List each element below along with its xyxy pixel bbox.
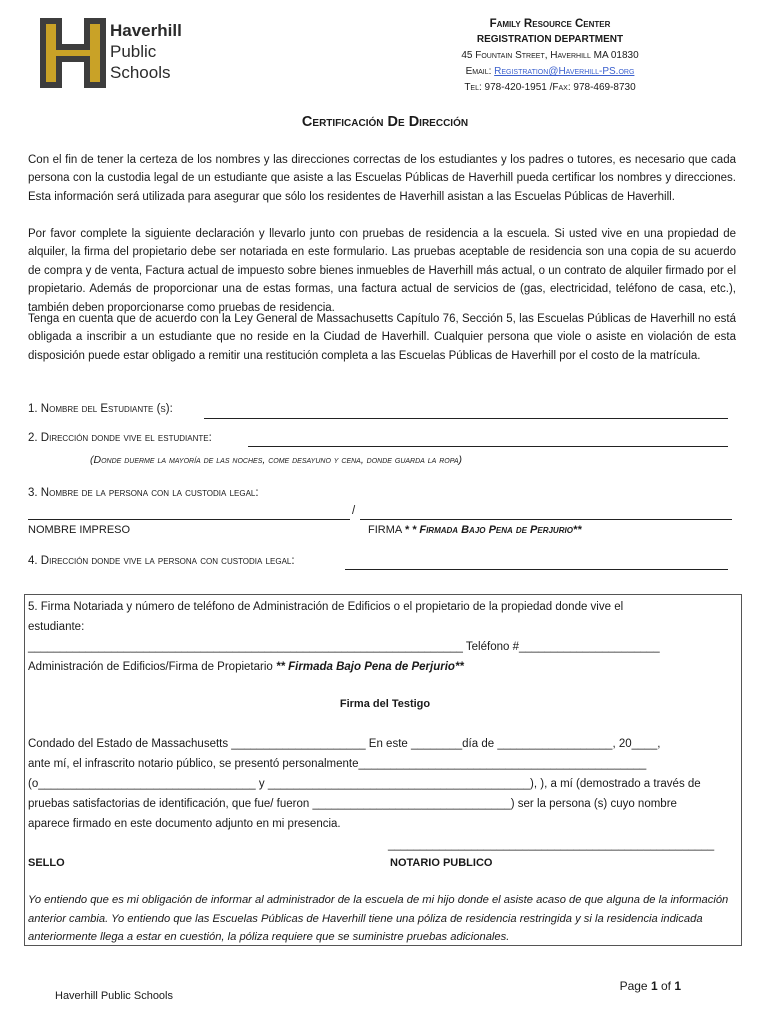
logo-line-3: Schools <box>110 63 171 82</box>
letterhead <box>420 16 680 96</box>
printed-name-caption: NOMBRE IMPRESO <box>28 524 131 536</box>
logo-line-2: Public <box>110 42 157 61</box>
student-address-field[interactable] <box>248 446 728 447</box>
field-2-label: 2. Dirección donde vive el estudiante: <box>28 432 212 444</box>
landlord-signature-caption <box>28 657 464 677</box>
email-label: Email: <box>465 66 495 77</box>
names-line[interactable]: (o__________________________________ y _________________________________________), ), a mí (demostrado a través de <box>28 778 701 790</box>
dept-name: REGISTRATION DEPARTMENT <box>476 34 624 45</box>
guardian-address-field[interactable] <box>345 569 728 570</box>
landlord-phone-field[interactable]: ____________________________________________________________________ Teléfono #______________________ <box>28 641 660 653</box>
before-me-line[interactable]: ante mí, el infrascrito notario público, se presentó personalmente_____________________________________________ <box>28 758 647 770</box>
landlord-caption-prefix: Administración de Edificios/Firma de Propietario <box>28 661 276 673</box>
signature-caption <box>368 524 581 536</box>
field-5-line-a: 5. Firma Notariada y número de teléfono de Administración de Edificios o el propietario de la propiedad donde vive el <box>28 601 624 613</box>
notary-signature-field[interactable]: ___________________________________________________ <box>388 839 715 851</box>
phone-fax: Tel: 978-420-1951 /Fax: 978-469-8730 <box>464 82 636 93</box>
signature-caption-prefix: FIRMA <box>368 524 405 536</box>
appears-line: aparece firmado en este documento adjunto en mi presencia. <box>28 818 341 830</box>
student-name-field[interactable] <box>204 418 728 419</box>
document-title: Certificación De Dirección <box>301 114 469 130</box>
field-4-label: 4. Dirección donde vive la persona con custodia legal: <box>28 555 295 567</box>
paragraph-intro: Con el fin de tener la certeza de los nombres y las direcciones correctas de los estudiantes y los padres o tutores, es necesario que cada persona con la custodia legal de un estudiante que asiste a las Escuelas Públicas de Haverhill pueda certificar los nombres y direcciones. Esta información será utilizada para asegurar que sólo los residentes de Haverhill asistan a las Escuelas Públicas de Haverhill. <box>28 154 736 203</box>
acknowledgement-statement: Yo entiendo que es mi obligación de informar al administrador de la escuela de mi hijo donde el asiste acaso de que alguna de la información anterior cambia. Yo entiendo que las Escuelas Públicas de Haverhill tiene una póliza de residencia restringida y si la residencia indicada anteriormente llega a estar en cuestión, la póliza requiere que se suministre pruebas adicionales. <box>28 894 729 943</box>
paragraph-law: Tenga en cuenta que de acuerdo con la Ley General de Massachusetts Capítulo 76, Sección 5, las Escuelas Públicas de Haverhill no está obligada a inscribir a un estudiante que no reside en la Ciudad de Haverhill. Cualquier persona que viole o asiste en violación de esta disposición puede estar obligado a remitir una restitución completa a las Escuelas Públicas de Haverhill por el costo de la matrícula. <box>28 313 736 362</box>
email-link[interactable]: Registration@Haverhill-PS.org <box>494 66 635 77</box>
field-2-note: (Donde duerme la mayoría de las noches, come desayuno y cena, donde guarda la ropa) <box>90 454 463 466</box>
of-word: of <box>657 979 675 993</box>
page-total: 1 <box>674 979 681 993</box>
guardian-printed-name-field[interactable] <box>28 519 350 520</box>
logo-wordmark <box>110 20 182 83</box>
notary-label: NOTARIO PUBLICO <box>390 857 493 869</box>
footer-school: Haverhill Public Schools <box>55 990 173 1002</box>
page-number <box>620 979 681 993</box>
field-5-line-b: estudiante: <box>28 621 85 633</box>
county-line[interactable]: Condado del Estado de Massachusetts _____________________ En este ________día de __________________, 20____, <box>28 738 661 750</box>
logo-line-1: Haverhill <box>110 21 182 40</box>
landlord-perjury-note: ** Firmada Bajo Pena de Perjurio** <box>276 661 464 673</box>
address: 45 Fountain Street, Haverhill MA 01830 <box>461 50 639 61</box>
witness-heading: Firma del Testigo <box>339 698 431 710</box>
haverhill-logo-icon <box>38 16 108 90</box>
proofs-line[interactable]: pruebas satisfactorias de identificación, que fue/ fueron _______________________________) ser la persona (s) cuyo nombre <box>28 798 677 810</box>
seal-label: SELLO <box>28 857 65 869</box>
field-3-label: 3. Nombre de la persona con la custodia legal: <box>28 487 259 499</box>
page-current: 1 <box>650 979 658 993</box>
paragraph-instructions: Por favor complete la siguiente declaración y llevarlo junto con pruebas de residencia a la escuela. Si usted vive en una propiedad de alquiler, la firma del propietario debe ser notariada en este formulario. Las pruebas aceptable de residencia son una copia de su acuerdo de compra y de venta, Factura actual de impuesto sobre bienes inmuebles de Haverhill más actual, o un contrato de alquiler firmado por el propietario. Además de proporcionar una de estas formas, una factura actual de servicios de (gas, electricidad, teléfono de casa, etc.), también deben proporcionarse como pruebas de residencia. <box>28 228 736 314</box>
email-row <box>420 64 680 80</box>
field-3-slash: / <box>352 505 356 517</box>
page-word: Page <box>619 979 651 993</box>
guardian-signature-field[interactable] <box>360 519 732 520</box>
field-1-label: 1. Nombre del Estudiante (s): <box>28 403 173 415</box>
org-name: Family Resource Center <box>489 18 611 30</box>
perjury-note: * * Firmada Bajo Pena de Perjurio** <box>404 524 582 536</box>
